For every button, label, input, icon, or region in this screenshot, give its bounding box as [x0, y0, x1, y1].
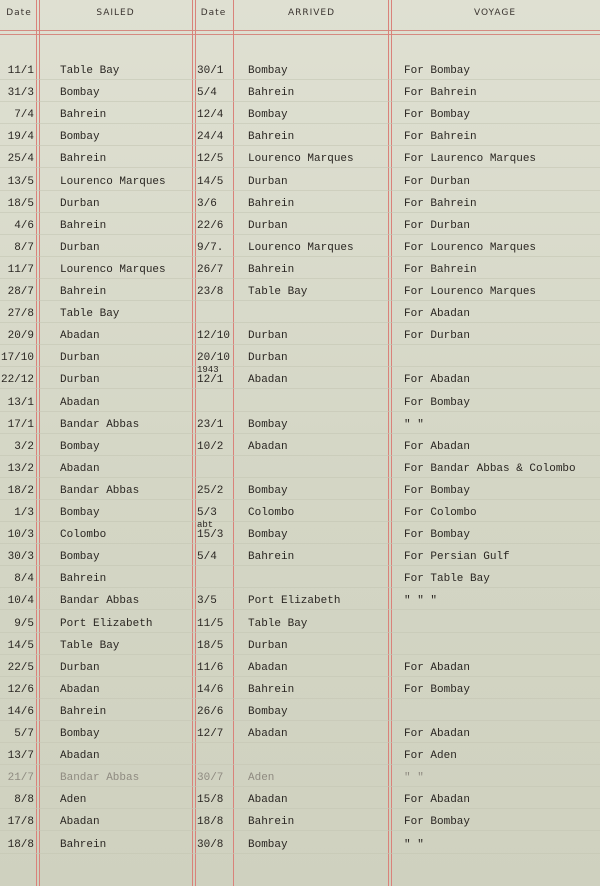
- sailed-date: 10/3: [7, 529, 34, 541]
- sailed-port: Table Bay: [60, 640, 120, 652]
- arrived-date: 20/10: [197, 352, 231, 364]
- row-rule: [0, 300, 600, 301]
- row-rule: [0, 654, 600, 655]
- arrived-date: 5/4: [197, 87, 217, 99]
- arrived-date: 15/3: [197, 529, 224, 541]
- arrived-port: Bahrein: [248, 131, 295, 143]
- sailed-date: 20/9: [7, 330, 34, 342]
- arrived-port: Lourenco Marques: [248, 153, 354, 165]
- arrived-date: 12/1: [197, 374, 224, 386]
- arrived-port: Durban: [248, 640, 288, 652]
- voyage: " ": [404, 419, 424, 431]
- sailed-port: Durban: [60, 352, 100, 364]
- arrived-port: Bahrein: [248, 87, 295, 99]
- header-arrived: ARRIVED: [287, 8, 336, 18]
- row-rule: [0, 676, 600, 677]
- voyage: For Bahrein: [404, 264, 477, 276]
- arrived-date: 12/7: [197, 728, 224, 740]
- sailed-date: 21/7: [7, 772, 34, 784]
- column-rule: [388, 0, 389, 886]
- sailed-date: 13/5: [7, 176, 34, 188]
- sailed-date: 25/4: [7, 153, 34, 165]
- arrived-date: 14/5: [197, 176, 224, 188]
- arrived-date: 12/4: [197, 109, 224, 121]
- row-rule: [0, 587, 600, 588]
- voyage: For Table Bay: [404, 573, 490, 585]
- arrived-port: Aden: [248, 772, 275, 784]
- sailed-port: Table Bay: [60, 65, 120, 77]
- arrived-port: Bahrein: [248, 264, 295, 276]
- voyage: For Persian Gulf: [404, 551, 510, 563]
- sailed-port: Bombay: [60, 131, 100, 143]
- arrived-date-note: abt: [197, 520, 214, 530]
- sailed-port: Bombay: [60, 728, 100, 740]
- voyage: For Bahrein: [404, 198, 477, 210]
- sailed-date: 4/6: [14, 220, 34, 232]
- sailed-port: Aden: [60, 794, 87, 806]
- sailed-port: Abadan: [60, 750, 100, 762]
- row-rule: [0, 477, 600, 478]
- voyage: For Abadan: [404, 662, 471, 674]
- sailed-port: Durban: [60, 662, 100, 674]
- arrived-date: 12/10: [197, 330, 231, 342]
- sailed-port: Abadan: [60, 397, 100, 409]
- arrived-port: Durban: [248, 220, 288, 232]
- voyage: For Durban: [404, 220, 471, 232]
- row-rule: [0, 101, 600, 102]
- sailed-date: 31/3: [7, 87, 34, 99]
- row-rule: [0, 720, 600, 721]
- voyage: For Bahrein: [404, 131, 477, 143]
- arrived-date: 10/2: [197, 441, 224, 453]
- voyage: For Colombo: [404, 507, 477, 519]
- sailed-port: Durban: [60, 374, 100, 386]
- row-rule: [0, 565, 600, 566]
- header-arrived-date: Date: [200, 8, 227, 18]
- voyage: For Laurenco Marques: [404, 153, 537, 165]
- sailed-port: Abadan: [60, 463, 100, 475]
- arrived-port: Bombay: [248, 485, 288, 497]
- row-rule: [0, 853, 600, 854]
- sailed-port: Bahrein: [60, 839, 107, 851]
- sailed-port: Bahrein: [60, 706, 107, 718]
- voyage: For Bombay: [404, 816, 471, 828]
- arrived-port: Bombay: [248, 65, 288, 77]
- sailed-date: 13/2: [7, 463, 34, 475]
- sailed-port: Abadan: [60, 816, 100, 828]
- voyage: For Bombay: [404, 529, 471, 541]
- arrived-date: 25/2: [197, 485, 224, 497]
- column-rule: [39, 0, 40, 886]
- voyage: For Bombay: [404, 397, 471, 409]
- sailed-port: Bahrein: [60, 109, 107, 121]
- arrived-port: Abadan: [248, 374, 288, 386]
- voyage: For Lourenco Marques: [404, 286, 537, 298]
- sailed-date: 8/4: [14, 573, 34, 585]
- arrived-date: 15/8: [197, 794, 224, 806]
- column-rule: [192, 0, 193, 886]
- row-rule: [0, 786, 600, 787]
- row-rule: [0, 190, 600, 191]
- sailed-date: 7/4: [14, 109, 34, 121]
- arrived-date: 30/1: [197, 65, 224, 77]
- voyage: For Abadan: [404, 308, 471, 320]
- column-rule: [195, 0, 196, 886]
- voyage: " ": [404, 772, 424, 784]
- arrived-port: Abadan: [248, 662, 288, 674]
- voyage: " ": [404, 839, 424, 851]
- arrived-date: 3/6: [197, 198, 217, 210]
- header-sailed: SAILED: [96, 8, 135, 18]
- sailed-date: 13/1: [7, 397, 34, 409]
- sailed-port: Bombay: [60, 507, 100, 519]
- row-rule: [0, 234, 600, 235]
- sailed-port: Bombay: [60, 87, 100, 99]
- sailed-date: 17/1: [7, 419, 34, 431]
- voyage: For Bombay: [404, 109, 471, 121]
- row-rule: [0, 79, 600, 80]
- arrived-port: Abadan: [248, 728, 288, 740]
- arrived-port: Abadan: [248, 441, 288, 453]
- arrived-date: 18/5: [197, 640, 224, 652]
- sailed-date: 9/5: [14, 618, 34, 630]
- sailed-date: 30/3: [7, 551, 34, 563]
- row-rule: [0, 764, 600, 765]
- row-rule: [0, 742, 600, 743]
- arrived-port: Bahrein: [248, 198, 295, 210]
- header-rule-bottom: [0, 34, 600, 35]
- arrived-port: Port Elizabeth: [248, 595, 341, 607]
- arrived-port: Bahrein: [248, 684, 295, 696]
- sailed-date: 12/6: [7, 684, 34, 696]
- arrived-port: Durban: [248, 176, 288, 188]
- column-rule: [36, 0, 37, 886]
- column-rule: [233, 0, 234, 886]
- sailed-date: 1/3: [14, 507, 34, 519]
- sailed-date: 19/4: [7, 131, 34, 143]
- sailed-date: 22/5: [7, 662, 34, 674]
- sailed-port: Bandar Abbas: [60, 485, 140, 497]
- arrived-date: 11/6: [197, 662, 224, 674]
- voyage: For Durban: [404, 176, 471, 188]
- row-rule: [0, 322, 600, 323]
- arrived-port: Bombay: [248, 109, 288, 121]
- sailed-date: 8/7: [14, 242, 34, 254]
- voyage: For Lourenco Marques: [404, 242, 537, 254]
- sailed-date: 18/2: [7, 485, 34, 497]
- sailed-date: 3/2: [14, 441, 34, 453]
- row-rule: [0, 830, 600, 831]
- sailed-port: Bandar Abbas: [60, 419, 140, 431]
- sailed-port: Port Elizabeth: [60, 618, 153, 630]
- row-rule: [0, 145, 600, 146]
- arrived-date: 22/6: [197, 220, 224, 232]
- arrived-port: Abadan: [248, 794, 288, 806]
- row-rule: [0, 521, 600, 522]
- voyage: For Abadan: [404, 374, 471, 386]
- sailed-port: Bahrein: [60, 153, 107, 165]
- row-rule: [0, 698, 600, 699]
- row-rule: [0, 123, 600, 124]
- arrived-date: 3/5: [197, 595, 217, 607]
- arrived-port: Durban: [248, 352, 288, 364]
- row-rule: [0, 609, 600, 610]
- arrived-port: Bombay: [248, 706, 288, 718]
- voyage: For Bombay: [404, 684, 471, 696]
- sailed-date: 14/6: [7, 706, 34, 718]
- voyage: For Aden: [404, 750, 457, 762]
- sailed-date: 17/8: [7, 816, 34, 828]
- row-rule: [0, 278, 600, 279]
- sailed-port: Table Bay: [60, 308, 120, 320]
- sailed-date: 22/12: [0, 374, 34, 386]
- sailed-port: Bahrein: [60, 573, 107, 585]
- column-rule: [391, 0, 392, 886]
- arrived-date: 14/6: [197, 684, 224, 696]
- row-rule: [0, 344, 600, 345]
- sailed-date: 17/10: [0, 352, 34, 364]
- row-rule: [0, 256, 600, 257]
- sailed-date: 11/7: [7, 264, 34, 276]
- voyage: For Bombay: [404, 485, 471, 497]
- sailed-date: 10/4: [7, 595, 34, 607]
- arrived-date: 11/5: [197, 618, 224, 630]
- arrived-port: Bombay: [248, 419, 288, 431]
- row-rule: [0, 388, 600, 389]
- arrived-date: 30/7: [197, 772, 224, 784]
- sailed-date: 27/8: [7, 308, 34, 320]
- row-rule: [0, 212, 600, 213]
- arrived-date: 23/8: [197, 286, 224, 298]
- sailed-date: 28/7: [7, 286, 34, 298]
- arrived-port: Table Bay: [248, 618, 308, 630]
- sailed-port: Bahrein: [60, 220, 107, 232]
- sailed-date: 18/8: [7, 839, 34, 851]
- sailed-port: Colombo: [60, 529, 107, 541]
- arrived-date: 5/3: [197, 507, 217, 519]
- arrived-date: 26/7: [197, 264, 224, 276]
- row-rule: [0, 455, 600, 456]
- row-rule: [0, 167, 600, 168]
- row-rule: [0, 433, 600, 434]
- arrived-date: 12/5: [197, 153, 224, 165]
- sailed-date: 8/8: [14, 794, 34, 806]
- row-rule: [0, 411, 600, 412]
- sailed-port: Lourenco Marques: [60, 264, 166, 276]
- arrived-port: Table Bay: [248, 286, 308, 298]
- voyage: " " ": [404, 595, 438, 607]
- sailed-date: 11/1: [7, 65, 34, 77]
- sailed-port: Bombay: [60, 551, 100, 563]
- sailed-date: 14/5: [7, 640, 34, 652]
- sailed-port: Bombay: [60, 441, 100, 453]
- voyage: For Bahrein: [404, 87, 477, 99]
- header-voyage: VOYAGE: [473, 8, 517, 18]
- arrived-date: 18/8: [197, 816, 224, 828]
- row-rule: [0, 632, 600, 633]
- voyage: For Bandar Abbas & Colombo: [404, 463, 576, 475]
- arrived-port: Durban: [248, 330, 288, 342]
- header-sailed-date: Date: [6, 8, 32, 18]
- arrived-port: Colombo: [248, 507, 295, 519]
- arrived-date: 23/1: [197, 419, 224, 431]
- arrived-port: Bahrein: [248, 816, 295, 828]
- row-rule: [0, 543, 600, 544]
- arrived-port: Bahrein: [248, 551, 295, 563]
- sailed-port: Abadan: [60, 330, 100, 342]
- row-rule: [0, 499, 600, 500]
- sailed-port: Bandar Abbas: [60, 772, 140, 784]
- sailed-port: Durban: [60, 242, 100, 254]
- arrived-date: 24/4: [197, 131, 224, 143]
- sailed-date: 13/7: [7, 750, 34, 762]
- voyage: For Abadan: [404, 441, 471, 453]
- voyage: For Abadan: [404, 728, 471, 740]
- header-rule-top: [0, 30, 600, 31]
- arrived-date: 30/8: [197, 839, 224, 851]
- sailed-port: Abadan: [60, 684, 100, 696]
- arrived-date: 26/6: [197, 706, 224, 718]
- arrived-port: Bombay: [248, 529, 288, 541]
- voyage: For Durban: [404, 330, 471, 342]
- voyage: For Bombay: [404, 65, 471, 77]
- row-rule: [0, 366, 600, 367]
- arrived-port: Lourenco Marques: [248, 242, 354, 254]
- sailed-port: Lourenco Marques: [60, 176, 166, 188]
- sailed-date: 18/5: [7, 198, 34, 210]
- sailed-port: Bandar Abbas: [60, 595, 140, 607]
- sailed-port: Durban: [60, 198, 100, 210]
- arrived-date-note: 1943: [197, 365, 219, 375]
- arrived-date: 5/4: [197, 551, 217, 563]
- sailed-date: 5/7: [14, 728, 34, 740]
- row-rule: [0, 808, 600, 809]
- arrived-date: 9/7.: [197, 242, 224, 254]
- voyage: For Abadan: [404, 794, 471, 806]
- sailed-port: Bahrein: [60, 286, 107, 298]
- arrived-port: Bombay: [248, 839, 288, 851]
